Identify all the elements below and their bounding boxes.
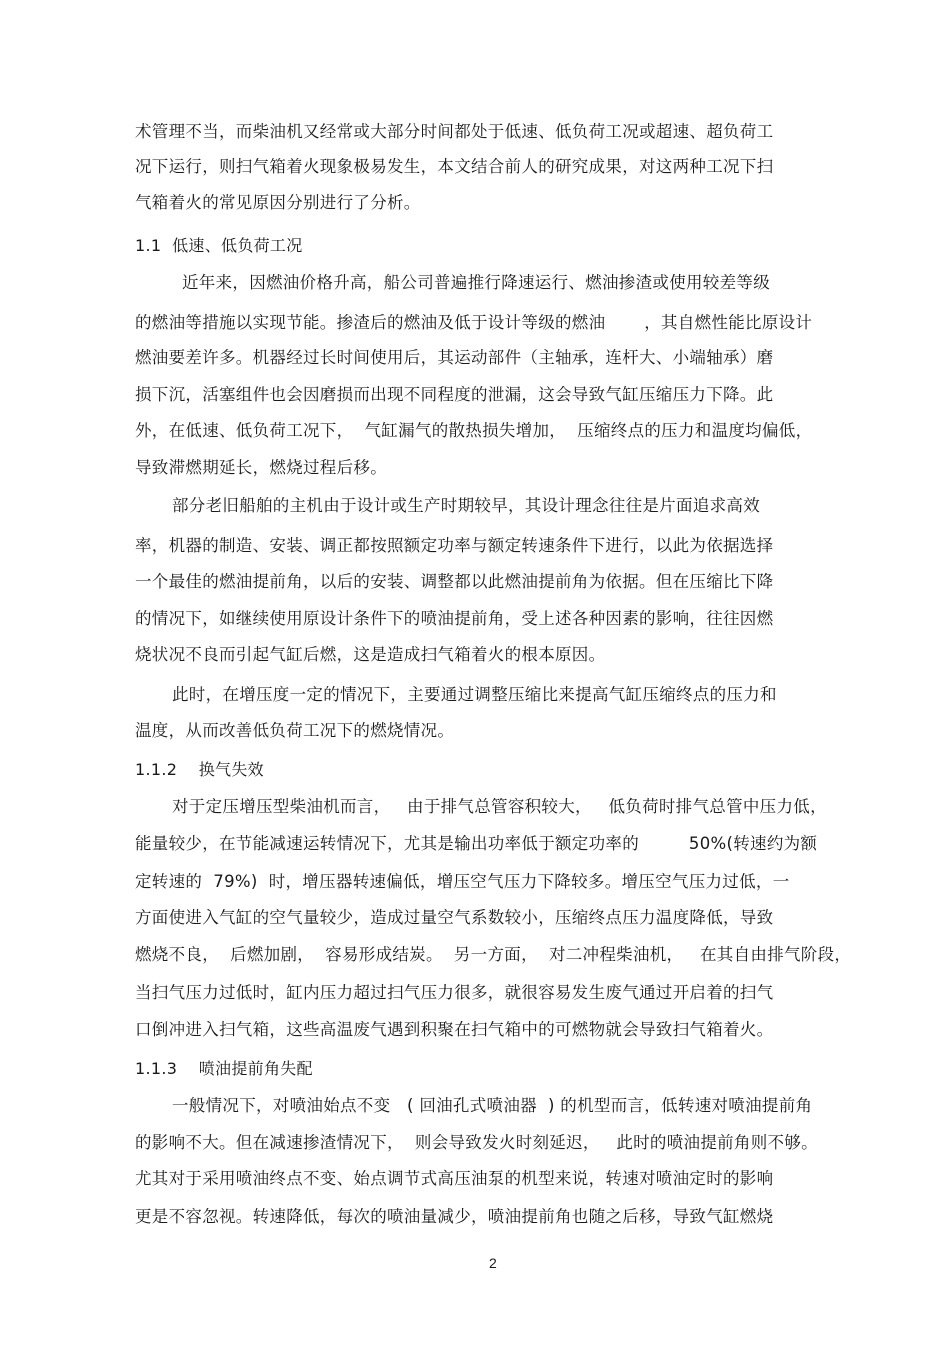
text-line: 温度，从而改善低负荷工况下的燃烧情况。	[135, 721, 455, 740]
text-line: 一个最佳的燃油提前角，以后的安装、调整都以此燃油提前角为依据。但在压缩比下降	[135, 572, 774, 591]
section-heading: 1.1.3 喷油提前角失配	[135, 1059, 313, 1078]
text-line: 尤其对于采用喷油终点不变、始点调节式高压油泵的机型来说，转速对喷油定时的影响	[135, 1169, 774, 1188]
page-number: 2	[489, 1255, 497, 1271]
text-line: 更是不容忽视。转速降低，每次的喷油量减少，喷油提前角也随之后移，导致气缸燃烧	[135, 1207, 774, 1226]
text-line: 气箱着火的常见原因分别进行了分析。	[135, 193, 421, 212]
text-line: 当扫气压力过低时，缸内压力超过扫气压力很多，就很容易发生废气通过开启着的扫气	[135, 983, 774, 1002]
section-heading: 1.1 低速、低负荷工况	[135, 236, 303, 255]
text-line: 定转速的 79%) 时，增压器转速偏低，增压空气压力下降较多。增压空气压力过低，一	[135, 872, 790, 891]
text-line: 燃油要差许多。机器经过长时间使用后，其运动部件（主轴承，连杆大、小端轴承）磨	[135, 348, 774, 367]
text-line: 口倒冲进入扫气箱，这些高温废气遇到积聚在扫气箱中的可燃物就会导致扫气箱着火。	[135, 1020, 774, 1039]
text-line: 外，在低速、低负荷工况下， 气缸漏气的散热损失增加， 压缩终点的压力和温度均偏低，	[135, 421, 813, 440]
text-line: 一般情况下，对喷油始点不变 ( 回油孔式喷油器 ) 的机型而言，低转速对喷油提前角	[172, 1096, 813, 1115]
text-line: 导致滞燃期延长，燃烧过程后移。	[135, 458, 387, 477]
text-line: 率，机器的制造、安装、调正都按照额定功率与额定转速条件下进行，以此为依据选择	[135, 536, 774, 555]
text-line: 此时，在增压度一定的情况下，主要通过调整压缩比来提高气缸压缩终点的压力和	[172, 685, 777, 704]
text-line: 的影响不大。但在减速掺渣情况下， 则会导致发火时刻延迟， 此时的喷油提前角则不够。	[135, 1133, 818, 1152]
text-line: 燃烧不良， 后燃加剧， 容易形成结炭。 另一方面， 对二冲程柴油机， 在其自由排气阶段，	[135, 945, 852, 964]
text-line: 的燃油等措施以实现节能。掺渣后的燃油及低于设计等级的燃油 ，其自燃性能比原设计	[135, 313, 813, 332]
text-line: 近年来，因燃油价格升高，船公司普遍推行降速运行、燃油掺渣或使用较差等级	[182, 273, 770, 292]
text-line: 的情况下，如继续使用原设计条件下的喷油提前角，受上述各种因素的影响，往往因燃	[135, 609, 774, 628]
text-line: 部分老旧船舶的主机由于设计或生产时期较早，其设计理念往往是片面追求高效	[172, 496, 760, 515]
section-heading: 1.1.2 换气失效	[135, 760, 264, 779]
text-line: 烧状况不良而引起气缸后燃，这是造成扫气箱着火的根本原因。	[135, 645, 606, 664]
text-line: 对于定压增压型柴油机而言， 由于排气总管容积较大， 低负荷时排气总管中压力低，	[172, 797, 827, 816]
text-line: 方面使进入气缸的空气量较少，造成过量空气系数较小，压缩终点压力温度降低，导致	[135, 908, 774, 927]
text-line: 术管理不当，而柴油机又经常或大部分时间都处于低速、低负荷工况或超速、超负荷工	[135, 122, 774, 141]
text-line: 况下运行，则扫气箱着火现象极易发生，本文结合前人的研究成果，对这两种工况下扫	[135, 157, 774, 176]
text-line: 损下沉，活塞组件也会因磨损而出现不同程度的泄漏，这会导致气缸压缩压力下降。此	[135, 385, 774, 404]
text-line: 能量较少，在节能减速运转情况下，尤其是输出功率低于额定功率的 50%(转速约为额	[135, 834, 818, 853]
